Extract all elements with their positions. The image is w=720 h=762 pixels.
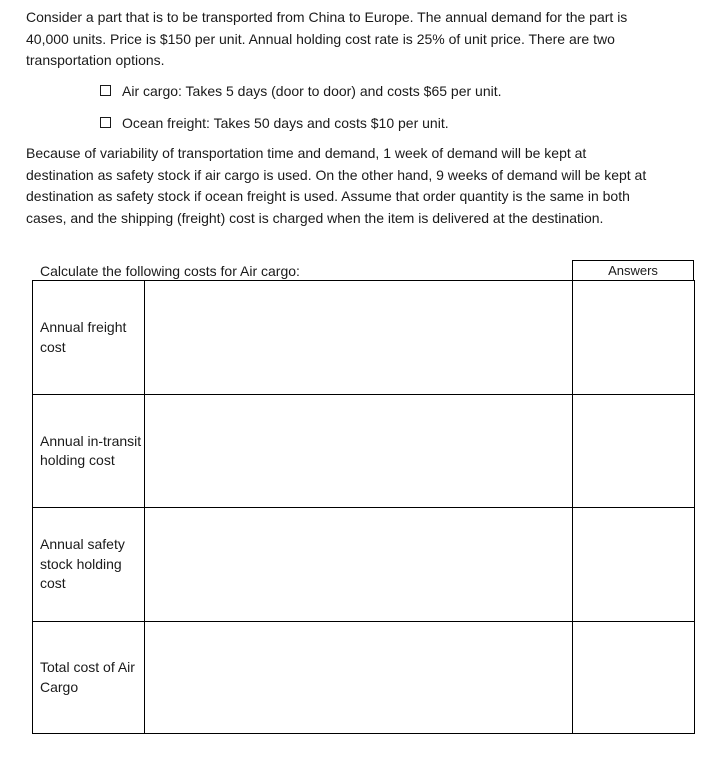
table-row bbox=[33, 508, 695, 622]
answer-cell[interactable] bbox=[573, 281, 695, 395]
work-cell[interactable] bbox=[145, 395, 573, 508]
option-air-cargo-text: Air cargo: Takes 5 days (door to door) and costs $65 per unit. bbox=[122, 82, 502, 99]
option-air-cargo bbox=[100, 80, 502, 101]
air-cargo-cost-table bbox=[32, 280, 695, 734]
table-caption: Calculate the following costs for Air cargo: bbox=[40, 263, 300, 279]
work-cell[interactable] bbox=[145, 622, 573, 734]
work-cell[interactable] bbox=[145, 508, 573, 622]
transport-options-list bbox=[100, 80, 502, 144]
table-row bbox=[33, 281, 695, 395]
checkbox-icon bbox=[100, 85, 111, 96]
row-label-in-transit-holding-cost: Annual in-transit holding cost bbox=[40, 432, 142, 468]
answer-cell[interactable] bbox=[573, 622, 695, 734]
option-ocean-freight bbox=[100, 112, 502, 133]
checkbox-icon bbox=[100, 117, 111, 128]
answer-cell[interactable] bbox=[573, 395, 695, 508]
row-label-safety-stock-holding-cost: Annual safety stock holding cost bbox=[40, 536, 125, 592]
row-label-cell bbox=[33, 281, 145, 395]
row-label-total-cost-air-cargo: Total cost of Air Cargo bbox=[40, 659, 135, 695]
table-row bbox=[33, 622, 695, 734]
answers-column-header: Answers bbox=[572, 260, 694, 281]
work-cell[interactable] bbox=[145, 281, 573, 395]
safety-stock-paragraph: Because of variability of transportation time and demand, 1 week of demand will be kept at destination as safety stock if air cargo is used. On the other hand, 9 weeks of demand will be kept at destination as safety stock if ocean freight is used. Assume that order quantity is the same in both cases, and the shipping (freight) cost is charged when the item is delivered at the destination. bbox=[26, 145, 647, 226]
row-label-annual-freight-cost: Annual freight cost bbox=[40, 319, 127, 355]
row-label-cell bbox=[33, 622, 145, 734]
option-ocean-freight-text: Ocean freight: Takes 50 days and costs $10 per unit. bbox=[122, 114, 449, 131]
problem-intro-paragraph: Consider a part that is to be transported from China to Europe. The annual demand for the part is 40,000 units. Price is $150 per unit. Annual holding cost rate is 25% of unit price. There are two transportation options. bbox=[26, 9, 628, 68]
answer-cell[interactable] bbox=[573, 508, 695, 622]
row-label-cell bbox=[33, 395, 145, 508]
table-row bbox=[33, 395, 695, 508]
row-label-cell bbox=[33, 508, 145, 622]
